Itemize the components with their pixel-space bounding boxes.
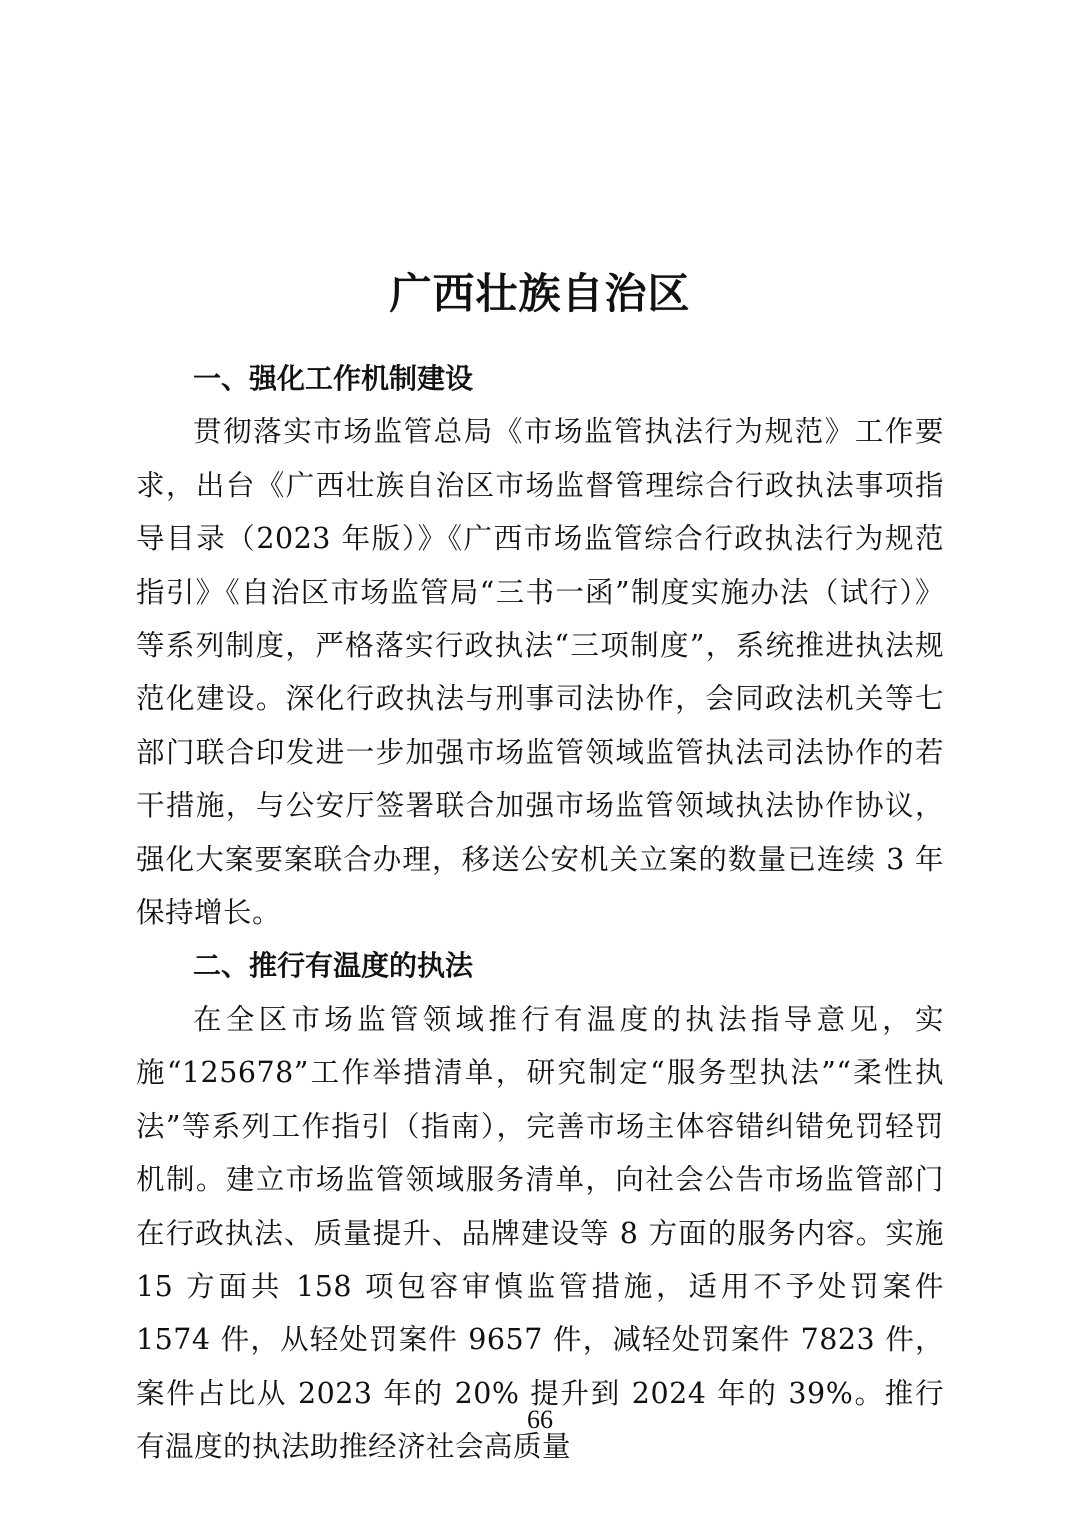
section-heading-2: 二、推行有温度的执法 xyxy=(193,949,474,983)
section-heading-1: 一、强化工作机制建设 xyxy=(193,362,474,395)
page-number: 66 xyxy=(527,1405,553,1434)
section-paragraph-2: 在全区市场监管领域推行有温度的执法指导意见，实施“125678”工作举措清单，研究制定“服务型执法”“柔性执法”等系列工作指引（指南），完善市场主体容错纠错免罚轻罚机制。建立市场监管领域服务清单，向社会公告市场监管部门在行政执法、质量提升、品牌建设等 8 方面的服务内容。实施 15 方面共 158 项包容审慎监管措施，适用不予处罚案件 1574 件，从轻处罚案件 9657 件，减轻处罚案件 7823 件，案件占比从 2023 年的 20% 提升到 2024 年的 39%。推行有温度的执法助推经济社会高质量 xyxy=(136,1002,944,1464)
section-paragraph-1: 贯彻落实市场监管总局《市场监管执法行为规范》工作要求，出台《广西壮族自治区市场监督管理综合行政执法事项指导目录（2023 年版）》《广西市场监管综合行政执法行为规范指引》《自治区市场监管局“三书一函”制度实施办法（试行）》等系列制度，严格落实行政执法“三项制度”，系统推进执法规范化建设。深化行政执法与刑事司法协作，会同政法机关等七部门联合印发进一步加强市场监管领域监管执法司法协作的若干措施，与公安厅签署联合加强市场监管领域执法协作协议，强化大案要案联合办理，移送公安机关立案的数量已连续 3 年保持增长。 xyxy=(136,415,944,930)
page-title: 广西壮族自治区 xyxy=(389,269,691,319)
document-body xyxy=(136,352,944,1474)
